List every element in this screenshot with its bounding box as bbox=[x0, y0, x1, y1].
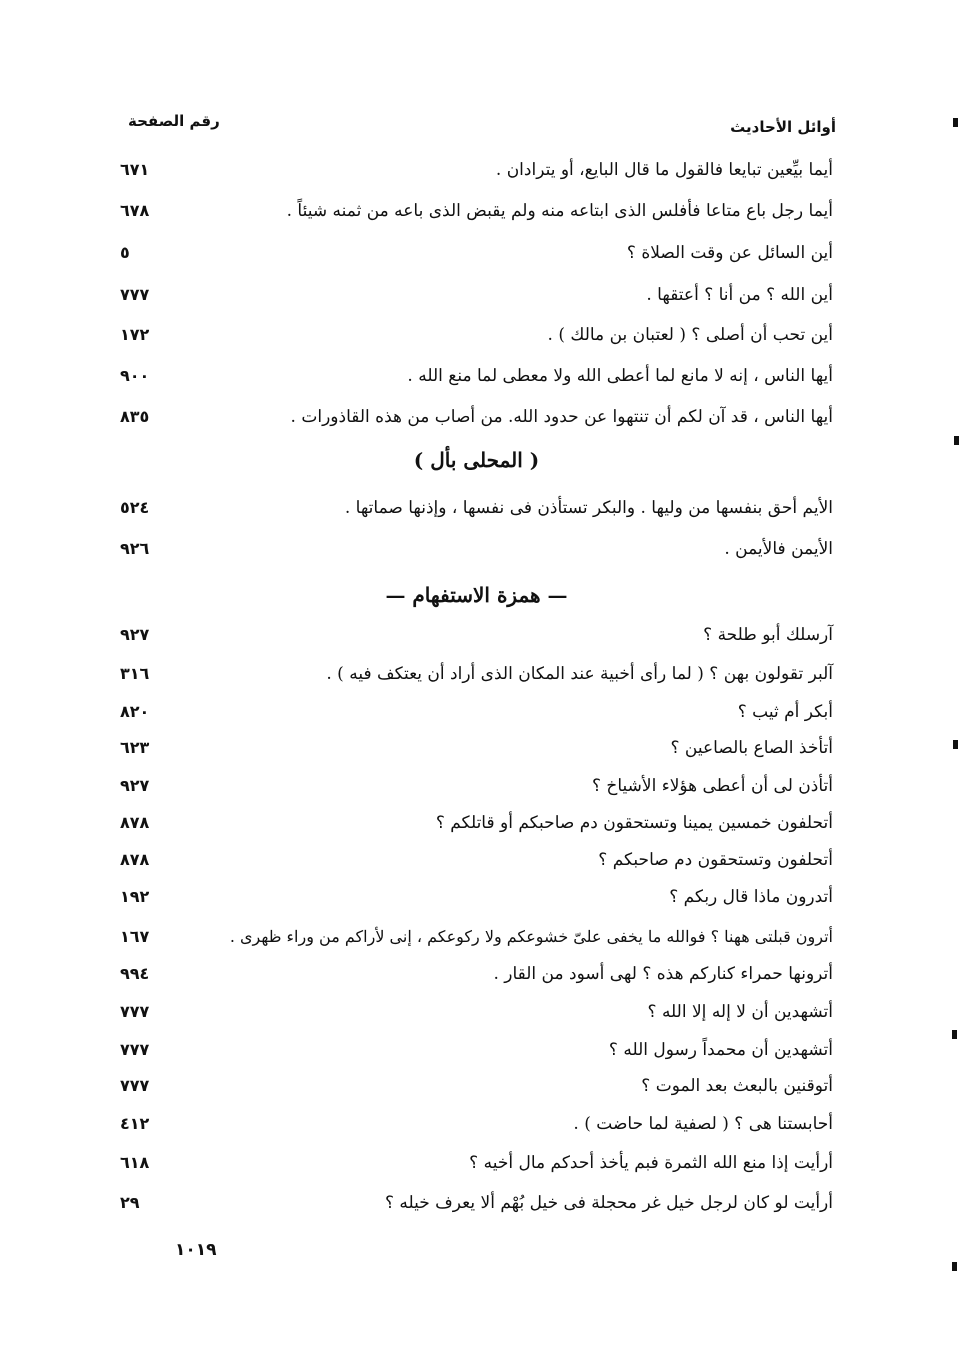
entry-page: ١٦٧ bbox=[120, 927, 150, 946]
scan-edge-mark bbox=[953, 740, 958, 749]
entry-page: ٥ bbox=[120, 243, 130, 262]
entry-page: ٥٢٤ bbox=[120, 498, 150, 517]
section-heading: ( المحلى بأل ) bbox=[413, 448, 540, 472]
entry-text: الأيم أحق بنفسها من وليها . والبكر تستأذن فى نفسها ، وإذنها صماتها . bbox=[344, 498, 833, 518]
entry-text: أرأيت لو كان لرجل خيل غر محجلة فى خيل بُهْم ألا يعرف خيله ؟ bbox=[384, 1193, 833, 1213]
entry-page: ٦٢٣ bbox=[120, 738, 150, 757]
entry-page: ٧٧٧ bbox=[120, 1002, 150, 1021]
entry-page: ٩٩٤ bbox=[120, 964, 150, 983]
index-entry bbox=[120, 1107, 833, 1141]
entry-page: ٣١٦ bbox=[120, 664, 150, 683]
index-entry bbox=[120, 769, 833, 803]
page-number: ١٠١٩ bbox=[175, 1240, 217, 1260]
index-entry bbox=[120, 1033, 833, 1067]
entry-page: ٨٧٨ bbox=[120, 813, 150, 832]
index-entry bbox=[120, 532, 833, 566]
scan-edge-mark bbox=[952, 1030, 957, 1039]
index-entry bbox=[120, 1069, 833, 1103]
entry-text: أين السائل عن وقت الصلاة ؟ bbox=[626, 243, 833, 263]
entry-text: أتأذن لى أن أعطى هؤلاء الأشياخ ؟ bbox=[591, 776, 833, 796]
entry-page: ١٩٢ bbox=[120, 887, 150, 906]
entry-text: أتشهدين أن لا إله إلا الله ؟ bbox=[647, 1002, 833, 1022]
entry-page: ٧٧٧ bbox=[120, 1040, 150, 1059]
index-entry bbox=[120, 1146, 833, 1180]
entry-page: ٢٩ bbox=[120, 1193, 140, 1212]
entry-page: ٩٢٧ bbox=[120, 776, 150, 795]
index-entry bbox=[120, 1186, 833, 1220]
index-entry bbox=[120, 153, 833, 187]
entry-text: أتأخذ الصاع بالصاعين ؟ bbox=[670, 738, 833, 758]
entry-page: ٨٣٥ bbox=[120, 407, 150, 426]
entry-text: أيما بيِّعين تبايعا فالقول ما قال البايع، أو يترادان . bbox=[495, 160, 833, 180]
entry-text: أرأيت إذا منع الله الثمرة فبم يأخذ أحدكم مال أخيه ؟ bbox=[469, 1153, 833, 1173]
entry-page: ١٧٢ bbox=[120, 325, 150, 344]
scan-edge-mark bbox=[952, 1262, 957, 1271]
index-entry bbox=[120, 880, 833, 914]
entry-page: ٨٢٠ bbox=[120, 702, 150, 721]
index-entry bbox=[120, 843, 833, 877]
entry-page: ٧٧٧ bbox=[120, 1076, 150, 1095]
entry-page: ٦١٨ bbox=[120, 1153, 150, 1172]
entry-page: ٧٧٧ bbox=[120, 285, 150, 304]
index-entry bbox=[120, 194, 833, 228]
entry-text: آرسلك أبو طلحة ؟ bbox=[703, 625, 833, 645]
entry-text: أترونها حمراء كناركم هذه ؟ لهى أسود من القار . bbox=[493, 964, 833, 984]
page-column-header: رقم الصفحة bbox=[128, 112, 220, 130]
entry-text: أيها الناس ، قد آن لكم أن تنتهوا عن حدود الله. من أصاب من هذه القاذورات . bbox=[290, 407, 833, 427]
entry-text: أتوقنين بالبعث بعد الموت ؟ bbox=[641, 1076, 833, 1096]
entry-text: أين الله ؟ من أنا ؟ أعتقها . bbox=[646, 285, 833, 305]
entry-text: الأيمن فالأيمن . bbox=[724, 539, 833, 559]
index-entry bbox=[120, 491, 833, 525]
running-header-title: أوائل الأحاديث bbox=[730, 118, 836, 136]
entry-text: أتحلفون خمسين يمينا وتستحقون دم صاحبكم أو قاتلكم ؟ bbox=[435, 813, 833, 833]
index-entry bbox=[120, 657, 833, 691]
scan-edge-mark bbox=[953, 118, 958, 127]
index-entry bbox=[120, 920, 833, 954]
index-entry bbox=[120, 618, 833, 652]
entry-page: ٦٧١ bbox=[120, 160, 150, 179]
index-entry bbox=[120, 400, 833, 434]
entry-text: أيما رجل باع متاعا فأفلس الذى ابتاعه منه ولم يقبض الذى باعه من ثمنه شيئاً . bbox=[286, 201, 833, 221]
entry-text: أحابستنا هى ؟ ( لصفية لما حاضت ) . bbox=[573, 1114, 833, 1134]
entry-text: أتحلفون وتستحقون دم صاحبكم ؟ bbox=[598, 850, 833, 870]
entry-text: أين تحب أن أصلى ؟ ( لعتبان بن مالك ) . bbox=[547, 325, 833, 345]
index-entry bbox=[120, 995, 833, 1029]
index-entry bbox=[120, 359, 833, 393]
entry-text: أتدرون ماذا قال ربكم ؟ bbox=[669, 887, 833, 907]
index-entry bbox=[120, 731, 833, 765]
index-entry bbox=[120, 318, 833, 352]
entry-text: أتشهدين أن محمداً رسول الله ؟ bbox=[608, 1040, 833, 1060]
entry-page: ٩٢٦ bbox=[120, 539, 150, 558]
entry-page: ٦٧٨ bbox=[120, 201, 150, 220]
entry-page: ٤١٢ bbox=[120, 1114, 150, 1133]
entry-page: ٨٧٨ bbox=[120, 850, 150, 869]
index-entry bbox=[120, 695, 833, 729]
entry-text: أيها الناس ، إنه لا مانع لما أعطى الله ولا معطى لما منع الله . bbox=[407, 366, 833, 386]
entry-page: ٩٢٧ bbox=[120, 625, 150, 644]
index-entry bbox=[120, 236, 833, 270]
index-entry bbox=[120, 957, 833, 991]
scan-edge-mark bbox=[954, 436, 959, 445]
index-entry bbox=[120, 278, 833, 312]
index-entry bbox=[120, 806, 833, 840]
entry-text: آلبر تقولون بهن ؟ ( لما رأى أخبية عند المكان الذى أراد أن يعتكف فيه ) . bbox=[326, 664, 833, 684]
entry-text: أترون قبلتى ههنا ؟ فوالله ما يخفى علىّ خشوعكم ولا ركوعكم ، إنى لأراكم من وراء ظهرى . bbox=[229, 927, 833, 946]
entry-page: ٩٠٠ bbox=[120, 366, 150, 385]
entry-text: أبكر أم ثيب ؟ bbox=[737, 702, 833, 722]
section-heading: — همزة الاستفهام — bbox=[385, 583, 568, 607]
